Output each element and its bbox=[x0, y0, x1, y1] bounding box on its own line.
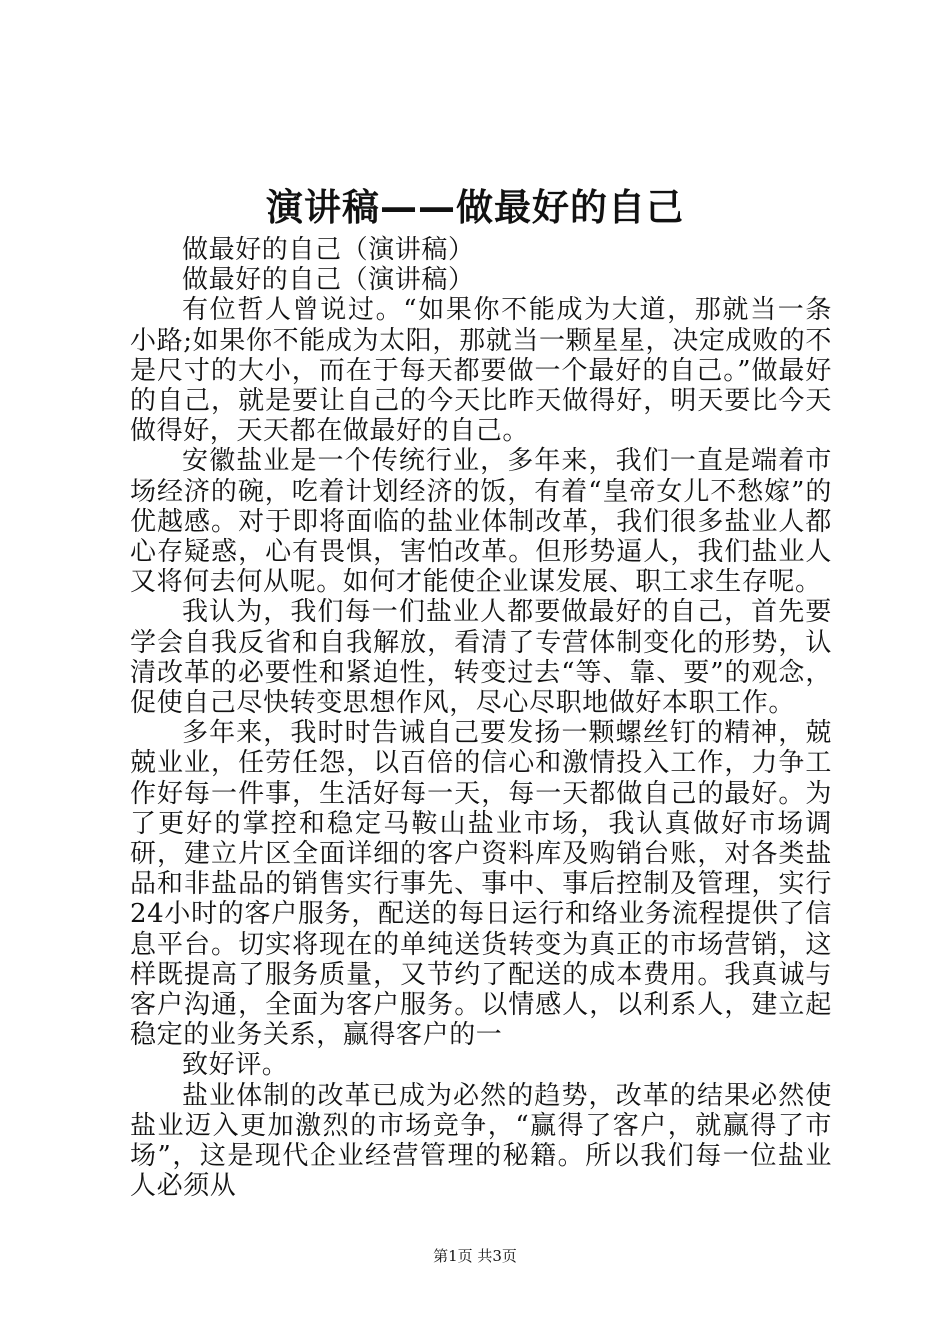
page-footer: 第1页 共3页 bbox=[433, 1247, 517, 1265]
document-title: 演讲稿——做最好的自己 bbox=[266, 186, 684, 229]
paragraph: 致好评。 bbox=[182, 1050, 289, 1081]
paragraph: 多年来，我时时告诫自己要发扬一颗螺丝钉的精神，兢兢业业，任劳任怨，以百倍的信心和激情投入工作，力争工作好每一件事，生活好每一天，每一天都做自己的最好。为了更好的掌控和稳定马鞍山盐业市场，我认真做好市场调研，建立片区全面详细的客户资料库及购销台账，对各类盐品和非盐品的销售实行事先、事中、事后控制及管理，实行24小时的客户服务，配送的每日运行和络业务流程提供了信息平台。切实将现在的单纯送货转变为真正的市场营销，这样既提高了服务质量，又节约了配送的成本费用。我真诚与客户沟通，全面为客户服务。以情感人，以利系人，建立起稳定的业务关系，赢得客户的一 bbox=[130, 718, 832, 1051]
paragraph: 做最好的自己（演讲稿） bbox=[182, 235, 475, 265]
paragraph: 做最好的自己（演讲稿） bbox=[182, 265, 475, 296]
paragraph: 有位哲人曾说过。“如果你不能成为大道，那就当一条小路;如果你不能成为太阳，那就当一颗星星，决定成败的不是尺寸的大小，而在于每天都要做一个最好的自己。”做最好的自己，就是要让自己的今天比昨天做得好，明天要比今天做得好，天天都在做最好的自己。 bbox=[130, 295, 832, 447]
paragraph: 盐业体制的改革已成为必然的趋势，改革的结果必然使盐业迈入更加激烈的市场竞争，“赢得了客户，就赢得了市场”，这是现代企业经营管理的秘籍。所以我们每一位盐业人必须从 bbox=[130, 1080, 832, 1202]
paragraph: 安徽盐业是一个传统行业，多年来，我们一直是端着市场经济的碗，吃着计划经济的饭，有着“皇帝女儿不愁嫁”的优越感。对于即将面临的盐业体制改革，我们很多盐业人都心存疑惑，心有畏惧，害怕改革。但形势逼人，我们盐业人又将何去何从呢。如何才能使企业谋发展、职工求生存呢。 bbox=[130, 446, 832, 598]
paragraph: 我认为，我们每一们盐业人都要做最好的自己，首先要学会自我反省和自我解放，看清了专营体制变化的形势，认清改革的必要性和紧迫性，转变过去“等、靠、要”的观念，促使自己尽快转变思想作风，尽心尽职地做好本职工作。 bbox=[130, 597, 832, 719]
document-body bbox=[130, 235, 832, 1202]
